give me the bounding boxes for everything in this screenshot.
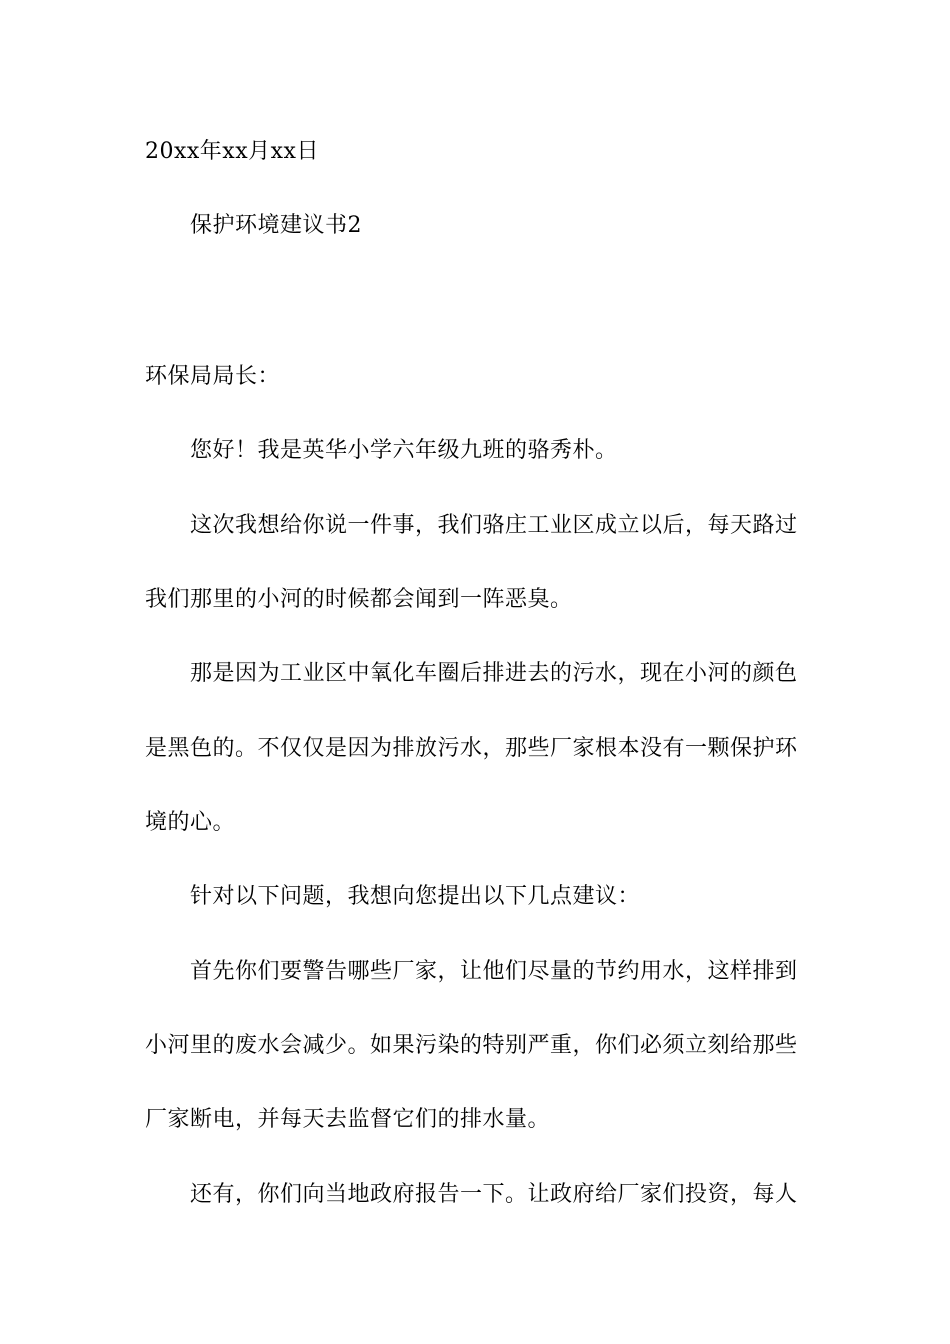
paragraph-line: 针对以下问题，我想向您提出以下几点建议：	[190, 884, 641, 909]
paragraph-line: 境的心。	[145, 810, 236, 835]
paragraph-line: 您好！我是英华小学六年级九班的骆秀朴。	[190, 438, 618, 463]
paragraph-line: 还有，你们向当地政府报告一下。让政府给厂家们投资，每人	[190, 1182, 798, 1207]
letter-date: 20xx年xx月xx日	[145, 139, 319, 164]
paragraph-line: 首先你们要警告哪些厂家，让他们尽量的节约用水，这样排到	[190, 959, 798, 984]
paragraph-line: 厂家断电，并每天去监督它们的排水量。	[145, 1107, 551, 1132]
paragraph-line: 是黑色的。不仅仅是因为排放污水，那些厂家根本没有一颗保护环	[145, 736, 798, 761]
paragraph-line: 这次我想给你说一件事，我们骆庄工业区成立以后，每天路过	[190, 513, 798, 538]
letter-title: 保护环境建议书2	[190, 213, 362, 238]
paragraph-line: 我们那里的小河的时候都会闻到一阵恶臭。	[145, 587, 573, 612]
paragraph-line: 那是因为工业区中氧化车圈后排进去的污水，现在小河的颜色	[190, 661, 798, 686]
paragraph-line: 小河里的废水会减少。如果污染的特别严重，你们必须立刻给那些	[145, 1033, 798, 1058]
letter-salutation: 环保局局长：	[145, 364, 281, 389]
